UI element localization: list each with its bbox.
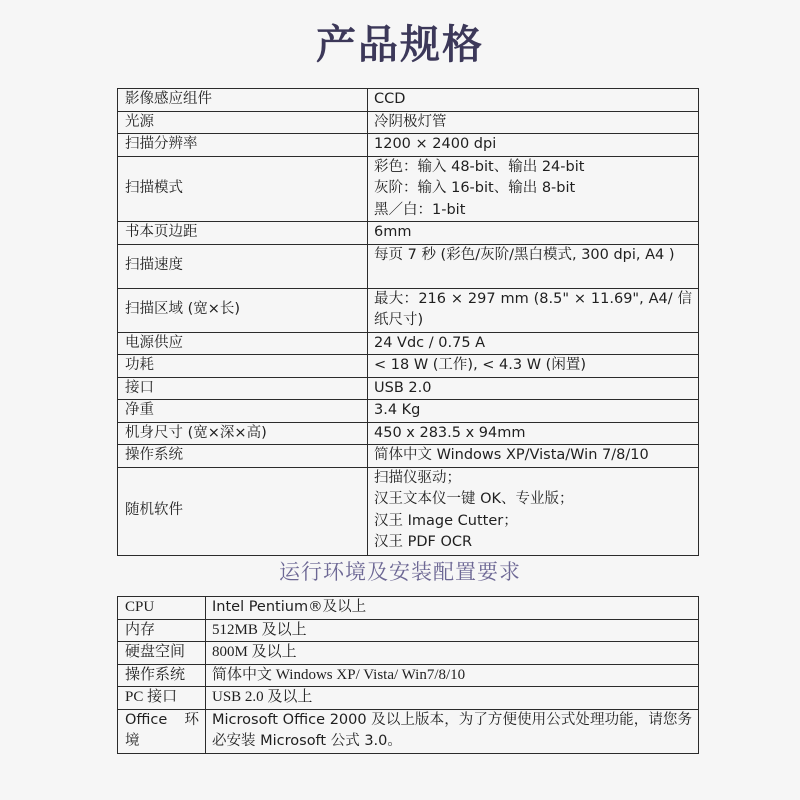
env-value: 简体中文 Windows XP/ Vista/ Win7/8/10	[206, 664, 699, 687]
spec-value-line: 1200 × 2400 dpi	[374, 136, 497, 152]
env-label: 硬盘空间	[118, 642, 206, 665]
spec-value-line: CCD	[374, 91, 406, 107]
spec-value-line: 3.4 Kg	[374, 402, 421, 418]
env-value: Microsoft Office 2000 及以上版本，为了方便使用公式处理功能，请您务必安装 Microsoft 公式 3.0。	[206, 709, 699, 753]
spec-value	[368, 244, 699, 288]
env-row-os	[118, 664, 699, 687]
spec-row-power-consumption	[118, 355, 699, 378]
spec-label: 操作系统	[118, 445, 368, 468]
spec-row-resolution	[118, 134, 699, 157]
env-row-office	[118, 709, 699, 753]
spec-row-power-supply	[118, 332, 699, 355]
spec-value-line: 汉王 PDF OCR	[374, 534, 473, 550]
spec-row-interface	[118, 377, 699, 400]
spec-label: 接口	[118, 377, 368, 400]
spec-value	[368, 222, 699, 245]
env-value: 512MB 及以上	[206, 619, 699, 642]
spec-value	[368, 355, 699, 378]
spec-value-line: 汉王文本仪一键 OK、专业版；	[374, 491, 574, 507]
spec-value	[368, 89, 699, 112]
env-row-disk	[118, 642, 699, 665]
spec-row-os	[118, 445, 699, 468]
spec-row-scan-area	[118, 288, 699, 332]
spec-row-net-weight	[118, 400, 699, 423]
spec-value	[368, 111, 699, 134]
spec-row-book-margin	[118, 222, 699, 245]
spec-value	[368, 422, 699, 445]
spec-row-scan-speed	[118, 244, 699, 288]
spec-label: 书本页边距	[118, 222, 368, 245]
section-subtitle: 运行环境及安装配置要求	[279, 560, 521, 584]
spec-value-line: 黑／白：1-bit	[374, 201, 466, 218]
spec-value-line: 扫描仪驱动；	[374, 469, 461, 486]
spec-value-line: 彩色：输入 48-bit、输出 24-bit	[374, 158, 585, 175]
spec-row-bundled-software	[118, 467, 699, 555]
spec-value	[368, 156, 699, 222]
spec-label: 扫描模式	[118, 156, 368, 222]
spec-label: 扫描分辨率	[118, 134, 368, 157]
spec-value	[368, 377, 699, 400]
spec-label: 随机软件	[118, 467, 368, 555]
spec-label: 光源	[118, 111, 368, 134]
page-title: 产品规格	[316, 22, 484, 68]
spec-value-line: 简体中文 Windows XP/Vista/Win 7/8/10	[374, 447, 649, 463]
spec-value-line: 冷阴极灯管	[374, 113, 447, 130]
spec-value-line: < 18 W (工作), < 4.3 W (闲置)	[374, 357, 586, 373]
spec-label: 功耗	[118, 355, 368, 378]
spec-value-line: 每页 7 秒 (彩色/灰阶/黑白模式, 300 dpi, A4 )	[374, 246, 675, 263]
spec-label: 扫描速度	[118, 244, 368, 288]
spec-row-scan-mode	[118, 156, 699, 222]
spec-table	[117, 88, 699, 556]
spec-row-light-source	[118, 111, 699, 134]
spec-value	[368, 288, 699, 332]
spec-value	[368, 445, 699, 468]
env-table	[117, 596, 699, 754]
spec-label: 扫描区域 (宽×长)	[118, 288, 368, 332]
spec-value-line: 最大：216 × 297 mm (8.5" × 11.69", A4/ 信纸尺寸)	[374, 290, 692, 328]
spec-label: 净重	[118, 400, 368, 423]
spec-label: 机身尺寸 (宽×深×高)	[118, 422, 368, 445]
env-label: PC 接口	[118, 687, 206, 710]
spec-value-line: 24 Vdc / 0.75 A	[374, 334, 486, 351]
spec-value-line: 450 x 283.5 x 94mm	[374, 424, 526, 441]
env-label: 操作系统	[118, 664, 206, 687]
spec-row-image-sensor	[118, 89, 699, 112]
spec-row-dimensions	[118, 422, 699, 445]
env-label: CPU	[118, 597, 206, 620]
spec-value-line: USB 2.0	[374, 379, 432, 396]
env-value: 800M 及以上	[206, 642, 699, 665]
env-row-memory	[118, 619, 699, 642]
env-value: USB 2.0 及以上	[206, 687, 699, 710]
spec-value	[368, 467, 699, 555]
env-row-pc-interface	[118, 687, 699, 710]
spec-value	[368, 400, 699, 423]
spec-label: 影像感应组件	[118, 89, 368, 112]
spec-value	[368, 332, 699, 355]
spec-label: 电源供应	[118, 332, 368, 355]
spec-value-line: 灰阶：输入 16-bit、输出 8-bit	[374, 180, 576, 196]
env-value: Intel Pentium®及以上	[206, 597, 699, 620]
env-label: 内存	[118, 619, 206, 642]
spec-value-line: 6mm	[374, 224, 412, 240]
env-row-cpu	[118, 597, 699, 620]
spec-value	[368, 134, 699, 157]
spec-value-line: 汉王 Image Cutter；	[374, 512, 518, 529]
env-label: Office 环境	[118, 709, 206, 753]
